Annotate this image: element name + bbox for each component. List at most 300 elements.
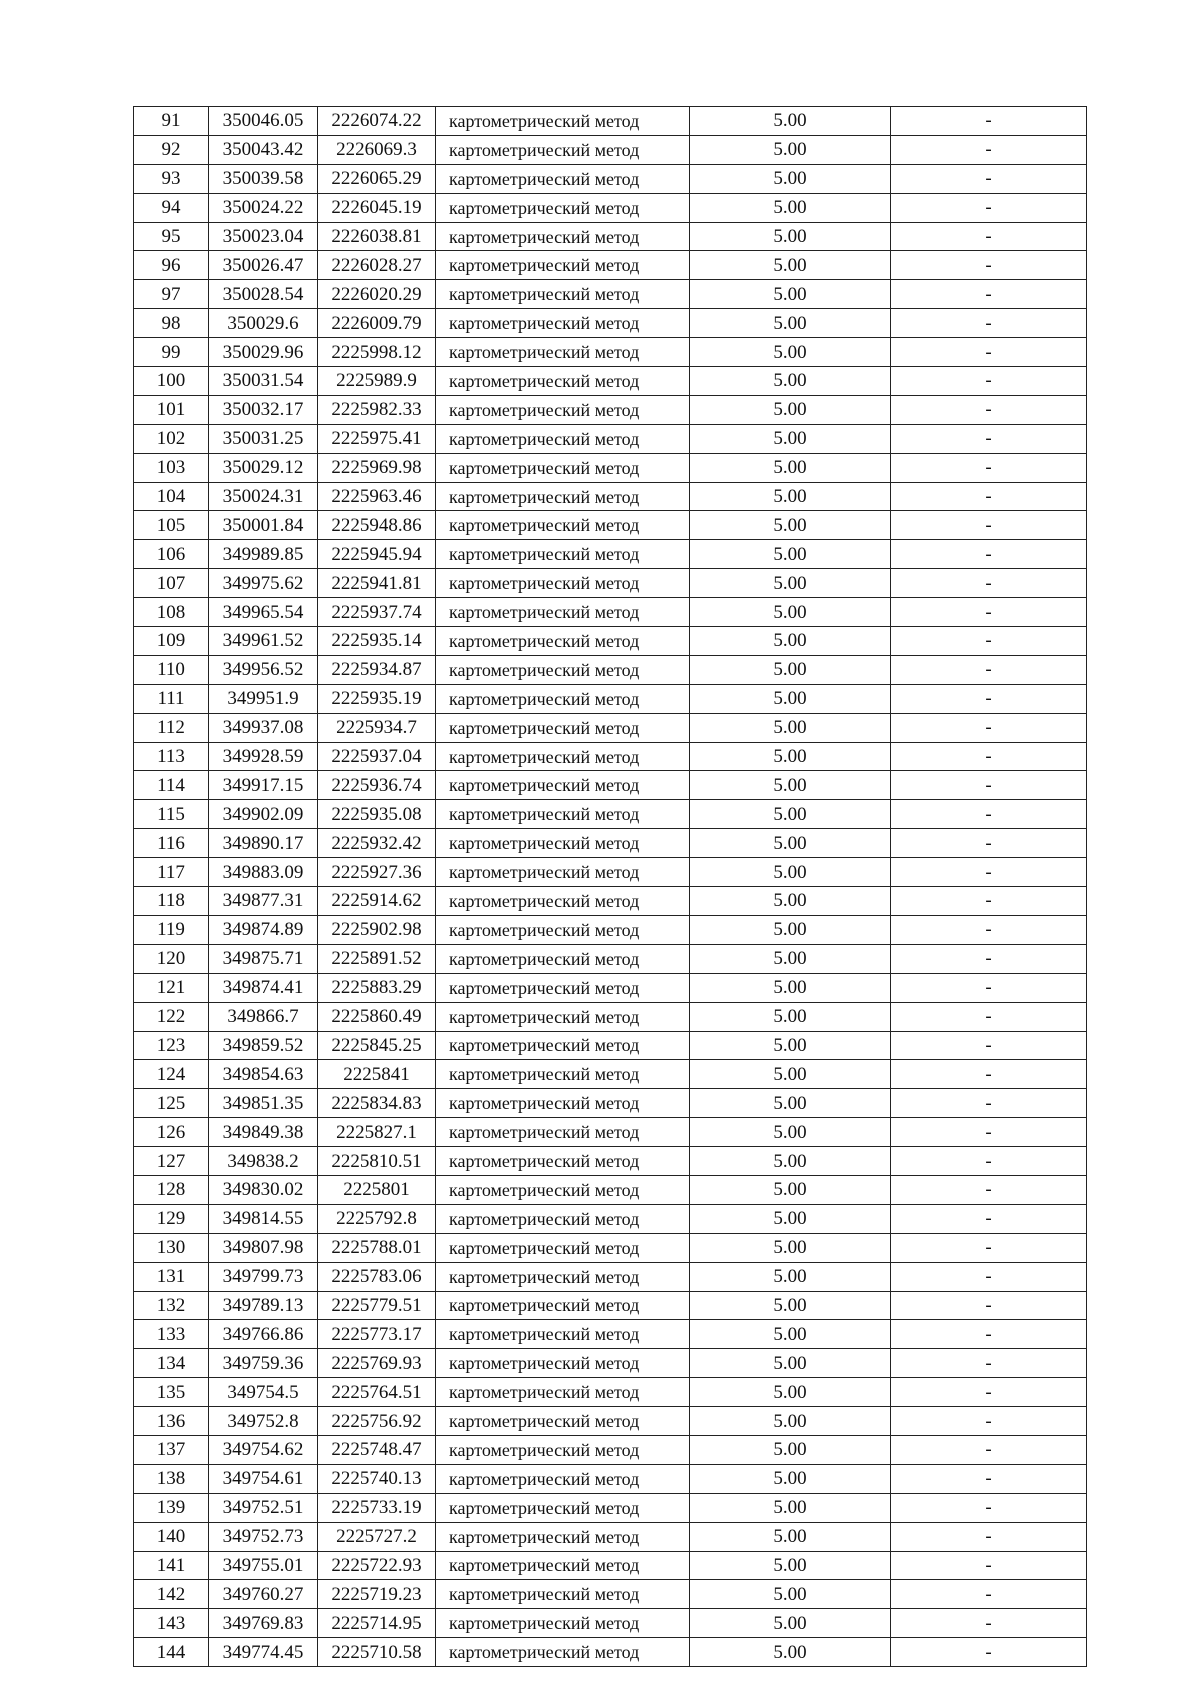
point-number-cell: 93 <box>134 164 209 193</box>
table-row <box>134 1118 1087 1147</box>
y-coordinate-cell: 2225982.33 <box>318 395 436 424</box>
point-number-cell: 114 <box>134 771 209 800</box>
y-coordinate-cell: 2225769.93 <box>318 1349 436 1378</box>
y-coordinate-cell: 2225934.7 <box>318 713 436 742</box>
method-cell: картометрический метод <box>436 1435 690 1464</box>
y-coordinate-cell: 2225845.25 <box>318 1031 436 1060</box>
description-cell: - <box>891 598 1087 627</box>
x-coordinate-cell: 349851.35 <box>209 1089 318 1118</box>
x-coordinate-cell: 349965.54 <box>209 598 318 627</box>
x-coordinate-cell: 349961.52 <box>209 627 318 656</box>
y-coordinate-cell: 2225740.13 <box>318 1464 436 1493</box>
x-coordinate-cell: 349866.7 <box>209 1002 318 1031</box>
x-coordinate-cell: 349754.61 <box>209 1464 318 1493</box>
accuracy-cell: 5.00 <box>690 829 891 858</box>
method-cell: картометрический метод <box>436 1204 690 1233</box>
accuracy-cell: 5.00 <box>690 424 891 453</box>
method-cell: картометрический метод <box>436 222 690 251</box>
table-row <box>134 1580 1087 1609</box>
x-coordinate-cell: 350029.12 <box>209 453 318 482</box>
accuracy-cell: 5.00 <box>690 915 891 944</box>
y-coordinate-cell: 2225891.52 <box>318 944 436 973</box>
table-row <box>134 1349 1087 1378</box>
table-row <box>134 1204 1087 1233</box>
method-cell: картометрический метод <box>436 1002 690 1031</box>
table-row <box>134 280 1087 309</box>
x-coordinate-cell: 349874.41 <box>209 973 318 1002</box>
point-number-cell: 135 <box>134 1378 209 1407</box>
y-coordinate-cell: 2225975.41 <box>318 424 436 453</box>
table-row <box>134 1175 1087 1204</box>
description-cell: - <box>891 1118 1087 1147</box>
accuracy-cell: 5.00 <box>690 1378 891 1407</box>
accuracy-cell: 5.00 <box>690 540 891 569</box>
y-coordinate-cell: 2226009.79 <box>318 309 436 338</box>
table-row <box>134 1291 1087 1320</box>
method-cell: картометрический метод <box>436 742 690 771</box>
x-coordinate-cell: 349789.13 <box>209 1291 318 1320</box>
x-coordinate-cell: 349902.09 <box>209 800 318 829</box>
y-coordinate-cell: 2225945.94 <box>318 540 436 569</box>
accuracy-cell: 5.00 <box>690 598 891 627</box>
point-number-cell: 118 <box>134 887 209 916</box>
y-coordinate-cell: 2225935.19 <box>318 684 436 713</box>
method-cell: картометрический метод <box>436 424 690 453</box>
point-number-cell: 141 <box>134 1551 209 1580</box>
x-coordinate-cell: 349752.51 <box>209 1493 318 1522</box>
point-number-cell: 92 <box>134 135 209 164</box>
table-row <box>134 482 1087 511</box>
description-cell: - <box>891 1407 1087 1436</box>
method-cell: картометрический метод <box>436 598 690 627</box>
table-row <box>134 742 1087 771</box>
method-cell: картометрический метод <box>436 482 690 511</box>
y-coordinate-cell: 2225914.62 <box>318 887 436 916</box>
table-row <box>134 655 1087 684</box>
y-coordinate-cell: 2225733.19 <box>318 1493 436 1522</box>
accuracy-cell: 5.00 <box>690 1551 891 1580</box>
point-number-cell: 100 <box>134 367 209 396</box>
table-row <box>134 569 1087 598</box>
table-row <box>134 222 1087 251</box>
method-cell: картометрический метод <box>436 915 690 944</box>
description-cell: - <box>891 511 1087 540</box>
point-number-cell: 142 <box>134 1580 209 1609</box>
x-coordinate-cell: 349759.36 <box>209 1349 318 1378</box>
y-coordinate-cell: 2225834.83 <box>318 1089 436 1118</box>
point-number-cell: 124 <box>134 1060 209 1089</box>
point-number-cell: 134 <box>134 1349 209 1378</box>
method-cell: картометрический метод <box>436 1089 690 1118</box>
y-coordinate-cell: 2225773.17 <box>318 1320 436 1349</box>
accuracy-cell: 5.00 <box>690 482 891 511</box>
description-cell: - <box>891 1262 1087 1291</box>
x-coordinate-cell: 349928.59 <box>209 742 318 771</box>
x-coordinate-cell: 349883.09 <box>209 858 318 887</box>
method-cell: картометрический метод <box>436 973 690 1002</box>
x-coordinate-cell: 349774.45 <box>209 1638 318 1667</box>
point-number-cell: 99 <box>134 338 209 367</box>
accuracy-cell: 5.00 <box>690 713 891 742</box>
coordinates-table-body <box>134 107 1087 1667</box>
description-cell: - <box>891 1175 1087 1204</box>
method-cell: картометрический метод <box>436 1118 690 1147</box>
accuracy-cell: 5.00 <box>690 1493 891 1522</box>
point-number-cell: 126 <box>134 1118 209 1147</box>
point-number-cell: 143 <box>134 1609 209 1638</box>
point-number-cell: 95 <box>134 222 209 251</box>
description-cell: - <box>891 1002 1087 1031</box>
accuracy-cell: 5.00 <box>690 1435 891 1464</box>
point-number-cell: 105 <box>134 511 209 540</box>
y-coordinate-cell: 2226074.22 <box>318 107 436 136</box>
table-row <box>134 511 1087 540</box>
description-cell: - <box>891 424 1087 453</box>
accuracy-cell: 5.00 <box>690 1031 891 1060</box>
table-row <box>134 829 1087 858</box>
accuracy-cell: 5.00 <box>690 655 891 684</box>
method-cell: картометрический метод <box>436 1320 690 1349</box>
accuracy-cell: 5.00 <box>690 1464 891 1493</box>
method-cell: картометрический метод <box>436 858 690 887</box>
accuracy-cell: 5.00 <box>690 280 891 309</box>
method-cell: картометрический метод <box>436 655 690 684</box>
method-cell: картометрический метод <box>436 1349 690 1378</box>
accuracy-cell: 5.00 <box>690 193 891 222</box>
y-coordinate-cell: 2225927.36 <box>318 858 436 887</box>
method-cell: картометрический метод <box>436 713 690 742</box>
accuracy-cell: 5.00 <box>690 1089 891 1118</box>
method-cell: картометрический метод <box>436 1493 690 1522</box>
table-row <box>134 1435 1087 1464</box>
table-row <box>134 135 1087 164</box>
y-coordinate-cell: 2226020.29 <box>318 280 436 309</box>
accuracy-cell: 5.00 <box>690 251 891 280</box>
point-number-cell: 119 <box>134 915 209 944</box>
point-number-cell: 144 <box>134 1638 209 1667</box>
table-row <box>134 944 1087 973</box>
accuracy-cell: 5.00 <box>690 858 891 887</box>
y-coordinate-cell: 2225934.87 <box>318 655 436 684</box>
description-cell: - <box>891 309 1087 338</box>
y-coordinate-cell: 2226069.3 <box>318 135 436 164</box>
description-cell: - <box>891 280 1087 309</box>
table-row <box>134 1522 1087 1551</box>
accuracy-cell: 5.00 <box>690 367 891 396</box>
table-row <box>134 1407 1087 1436</box>
x-coordinate-cell: 349769.83 <box>209 1609 318 1638</box>
y-coordinate-cell: 2225969.98 <box>318 453 436 482</box>
point-number-cell: 136 <box>134 1407 209 1436</box>
x-coordinate-cell: 349874.89 <box>209 915 318 944</box>
y-coordinate-cell: 2225936.74 <box>318 771 436 800</box>
table-row <box>134 1233 1087 1262</box>
accuracy-cell: 5.00 <box>690 800 891 829</box>
method-cell: картометрический метод <box>436 1262 690 1291</box>
point-number-cell: 102 <box>134 424 209 453</box>
description-cell: - <box>891 1638 1087 1667</box>
method-cell: картометрический метод <box>436 684 690 713</box>
accuracy-cell: 5.00 <box>690 164 891 193</box>
point-number-cell: 110 <box>134 655 209 684</box>
table-row <box>134 1638 1087 1667</box>
table-row <box>134 915 1087 944</box>
description-cell: - <box>891 1435 1087 1464</box>
accuracy-cell: 5.00 <box>690 107 891 136</box>
accuracy-cell: 5.00 <box>690 309 891 338</box>
description-cell: - <box>891 367 1087 396</box>
point-number-cell: 111 <box>134 684 209 713</box>
point-number-cell: 116 <box>134 829 209 858</box>
x-coordinate-cell: 350024.22 <box>209 193 318 222</box>
x-coordinate-cell: 350039.58 <box>209 164 318 193</box>
point-number-cell: 120 <box>134 944 209 973</box>
description-cell: - <box>891 338 1087 367</box>
method-cell: картометрический метод <box>436 1609 690 1638</box>
description-cell: - <box>891 973 1087 1002</box>
description-cell: - <box>891 829 1087 858</box>
point-number-cell: 127 <box>134 1147 209 1176</box>
point-number-cell: 132 <box>134 1291 209 1320</box>
method-cell: картометрический метод <box>436 887 690 916</box>
method-cell: картометрический метод <box>436 1233 690 1262</box>
point-number-cell: 101 <box>134 395 209 424</box>
method-cell: картометрический метод <box>436 135 690 164</box>
table-row <box>134 453 1087 482</box>
point-number-cell: 139 <box>134 1493 209 1522</box>
point-number-cell: 117 <box>134 858 209 887</box>
table-row <box>134 1147 1087 1176</box>
table-row <box>134 1031 1087 1060</box>
table-row <box>134 1493 1087 1522</box>
accuracy-cell: 5.00 <box>690 1407 891 1436</box>
description-cell: - <box>891 193 1087 222</box>
method-cell: картометрический метод <box>436 251 690 280</box>
description-cell: - <box>891 858 1087 887</box>
x-coordinate-cell: 349849.38 <box>209 1118 318 1147</box>
accuracy-cell: 5.00 <box>690 1060 891 1089</box>
accuracy-cell: 5.00 <box>690 338 891 367</box>
table-row <box>134 309 1087 338</box>
accuracy-cell: 5.00 <box>690 973 891 1002</box>
point-number-cell: 115 <box>134 800 209 829</box>
method-cell: картометрический метод <box>436 395 690 424</box>
description-cell: - <box>891 1609 1087 1638</box>
method-cell: картометрический метод <box>436 627 690 656</box>
method-cell: картометрический метод <box>436 1378 690 1407</box>
table-row <box>134 627 1087 656</box>
point-number-cell: 109 <box>134 627 209 656</box>
table-row <box>134 684 1087 713</box>
method-cell: картометрический метод <box>436 1407 690 1436</box>
x-coordinate-cell: 349754.5 <box>209 1378 318 1407</box>
method-cell: картометрический метод <box>436 800 690 829</box>
accuracy-cell: 5.00 <box>690 511 891 540</box>
description-cell: - <box>891 713 1087 742</box>
description-cell: - <box>891 1320 1087 1349</box>
point-number-cell: 106 <box>134 540 209 569</box>
description-cell: - <box>891 1089 1087 1118</box>
point-number-cell: 108 <box>134 598 209 627</box>
method-cell: картометрический метод <box>436 771 690 800</box>
y-coordinate-cell: 2225935.08 <box>318 800 436 829</box>
accuracy-cell: 5.00 <box>690 1349 891 1378</box>
table-row <box>134 1551 1087 1580</box>
y-coordinate-cell: 2225998.12 <box>318 338 436 367</box>
accuracy-cell: 5.00 <box>690 771 891 800</box>
table-row <box>134 1262 1087 1291</box>
description-cell: - <box>891 1031 1087 1060</box>
method-cell: картометрический метод <box>436 1175 690 1204</box>
x-coordinate-cell: 350024.31 <box>209 482 318 511</box>
method-cell: картометрический метод <box>436 280 690 309</box>
description-cell: - <box>891 1060 1087 1089</box>
table-row <box>134 858 1087 887</box>
accuracy-cell: 5.00 <box>690 1118 891 1147</box>
x-coordinate-cell: 349859.52 <box>209 1031 318 1060</box>
y-coordinate-cell: 2225810.51 <box>318 1147 436 1176</box>
accuracy-cell: 5.00 <box>690 453 891 482</box>
method-cell: картометрический метод <box>436 367 690 396</box>
description-cell: - <box>891 1349 1087 1378</box>
description-cell: - <box>891 251 1087 280</box>
x-coordinate-cell: 349807.98 <box>209 1233 318 1262</box>
accuracy-cell: 5.00 <box>690 1147 891 1176</box>
x-coordinate-cell: 349890.17 <box>209 829 318 858</box>
table-row <box>134 367 1087 396</box>
description-cell: - <box>891 915 1087 944</box>
accuracy-cell: 5.00 <box>690 1002 891 1031</box>
x-coordinate-cell: 350028.54 <box>209 280 318 309</box>
description-cell: - <box>891 482 1087 511</box>
table-row <box>134 887 1087 916</box>
point-number-cell: 131 <box>134 1262 209 1291</box>
description-cell: - <box>891 1291 1087 1320</box>
x-coordinate-cell: 349854.63 <box>209 1060 318 1089</box>
y-coordinate-cell: 2226045.19 <box>318 193 436 222</box>
point-number-cell: 94 <box>134 193 209 222</box>
table-row <box>134 1378 1087 1407</box>
table-row <box>134 1060 1087 1089</box>
point-number-cell: 140 <box>134 1522 209 1551</box>
y-coordinate-cell: 2226038.81 <box>318 222 436 251</box>
table-row <box>134 1089 1087 1118</box>
y-coordinate-cell: 2225937.04 <box>318 742 436 771</box>
y-coordinate-cell: 2225948.86 <box>318 511 436 540</box>
y-coordinate-cell: 2225748.47 <box>318 1435 436 1464</box>
accuracy-cell: 5.00 <box>690 222 891 251</box>
method-cell: картометрический метод <box>436 1464 690 1493</box>
y-coordinate-cell: 2225883.29 <box>318 973 436 1002</box>
x-coordinate-cell: 349937.08 <box>209 713 318 742</box>
point-number-cell: 133 <box>134 1320 209 1349</box>
y-coordinate-cell: 2225902.98 <box>318 915 436 944</box>
point-number-cell: 123 <box>134 1031 209 1060</box>
x-coordinate-cell: 350046.05 <box>209 107 318 136</box>
point-number-cell: 122 <box>134 1002 209 1031</box>
accuracy-cell: 5.00 <box>690 569 891 598</box>
description-cell: - <box>891 771 1087 800</box>
description-cell: - <box>891 569 1087 598</box>
accuracy-cell: 5.00 <box>690 1320 891 1349</box>
method-cell: картометрический метод <box>436 309 690 338</box>
x-coordinate-cell: 349956.52 <box>209 655 318 684</box>
y-coordinate-cell: 2225963.46 <box>318 482 436 511</box>
x-coordinate-cell: 349875.71 <box>209 944 318 973</box>
x-coordinate-cell: 349754.62 <box>209 1435 318 1464</box>
table-row <box>134 338 1087 367</box>
x-coordinate-cell: 349755.01 <box>209 1551 318 1580</box>
y-coordinate-cell: 2225719.23 <box>318 1580 436 1609</box>
table-row <box>134 973 1087 1002</box>
accuracy-cell: 5.00 <box>690 1175 891 1204</box>
accuracy-cell: 5.00 <box>690 395 891 424</box>
y-coordinate-cell: 2225779.51 <box>318 1291 436 1320</box>
table-row <box>134 1320 1087 1349</box>
method-cell: картометрический метод <box>436 164 690 193</box>
y-coordinate-cell: 2225714.95 <box>318 1609 436 1638</box>
table-row <box>134 800 1087 829</box>
point-number-cell: 125 <box>134 1089 209 1118</box>
x-coordinate-cell: 349752.73 <box>209 1522 318 1551</box>
description-cell: - <box>891 1580 1087 1609</box>
y-coordinate-cell: 2225841 <box>318 1060 436 1089</box>
y-coordinate-cell: 2225860.49 <box>318 1002 436 1031</box>
x-coordinate-cell: 350032.17 <box>209 395 318 424</box>
x-coordinate-cell: 349838.2 <box>209 1147 318 1176</box>
accuracy-cell: 5.00 <box>690 1580 891 1609</box>
method-cell: картометрический метод <box>436 1638 690 1667</box>
description-cell: - <box>891 1147 1087 1176</box>
accuracy-cell: 5.00 <box>690 1291 891 1320</box>
method-cell: картометрический метод <box>436 1522 690 1551</box>
x-coordinate-cell: 349830.02 <box>209 1175 318 1204</box>
description-cell: - <box>891 1522 1087 1551</box>
point-number-cell: 138 <box>134 1464 209 1493</box>
x-coordinate-cell: 349917.15 <box>209 771 318 800</box>
y-coordinate-cell: 2225756.92 <box>318 1407 436 1436</box>
y-coordinate-cell: 2225792.8 <box>318 1204 436 1233</box>
point-number-cell: 137 <box>134 1435 209 1464</box>
y-coordinate-cell: 2226028.27 <box>318 251 436 280</box>
point-number-cell: 97 <box>134 280 209 309</box>
table-row <box>134 251 1087 280</box>
method-cell: картометрический метод <box>436 193 690 222</box>
point-number-cell: 113 <box>134 742 209 771</box>
point-number-cell: 91 <box>134 107 209 136</box>
x-coordinate-cell: 350001.84 <box>209 511 318 540</box>
table-row <box>134 107 1087 136</box>
y-coordinate-cell: 2225932.42 <box>318 829 436 858</box>
accuracy-cell: 5.00 <box>690 627 891 656</box>
table-row <box>134 1464 1087 1493</box>
description-cell: - <box>891 540 1087 569</box>
x-coordinate-cell: 349799.73 <box>209 1262 318 1291</box>
x-coordinate-cell: 349752.8 <box>209 1407 318 1436</box>
y-coordinate-cell: 2225727.2 <box>318 1522 436 1551</box>
x-coordinate-cell: 349989.85 <box>209 540 318 569</box>
method-cell: картометрический метод <box>436 511 690 540</box>
y-coordinate-cell: 2226065.29 <box>318 164 436 193</box>
x-coordinate-cell: 350029.96 <box>209 338 318 367</box>
table-row <box>134 771 1087 800</box>
description-cell: - <box>891 742 1087 771</box>
point-number-cell: 128 <box>134 1175 209 1204</box>
accuracy-cell: 5.00 <box>690 1262 891 1291</box>
y-coordinate-cell: 2225827.1 <box>318 1118 436 1147</box>
method-cell: картометрический метод <box>436 1031 690 1060</box>
description-cell: - <box>891 222 1087 251</box>
